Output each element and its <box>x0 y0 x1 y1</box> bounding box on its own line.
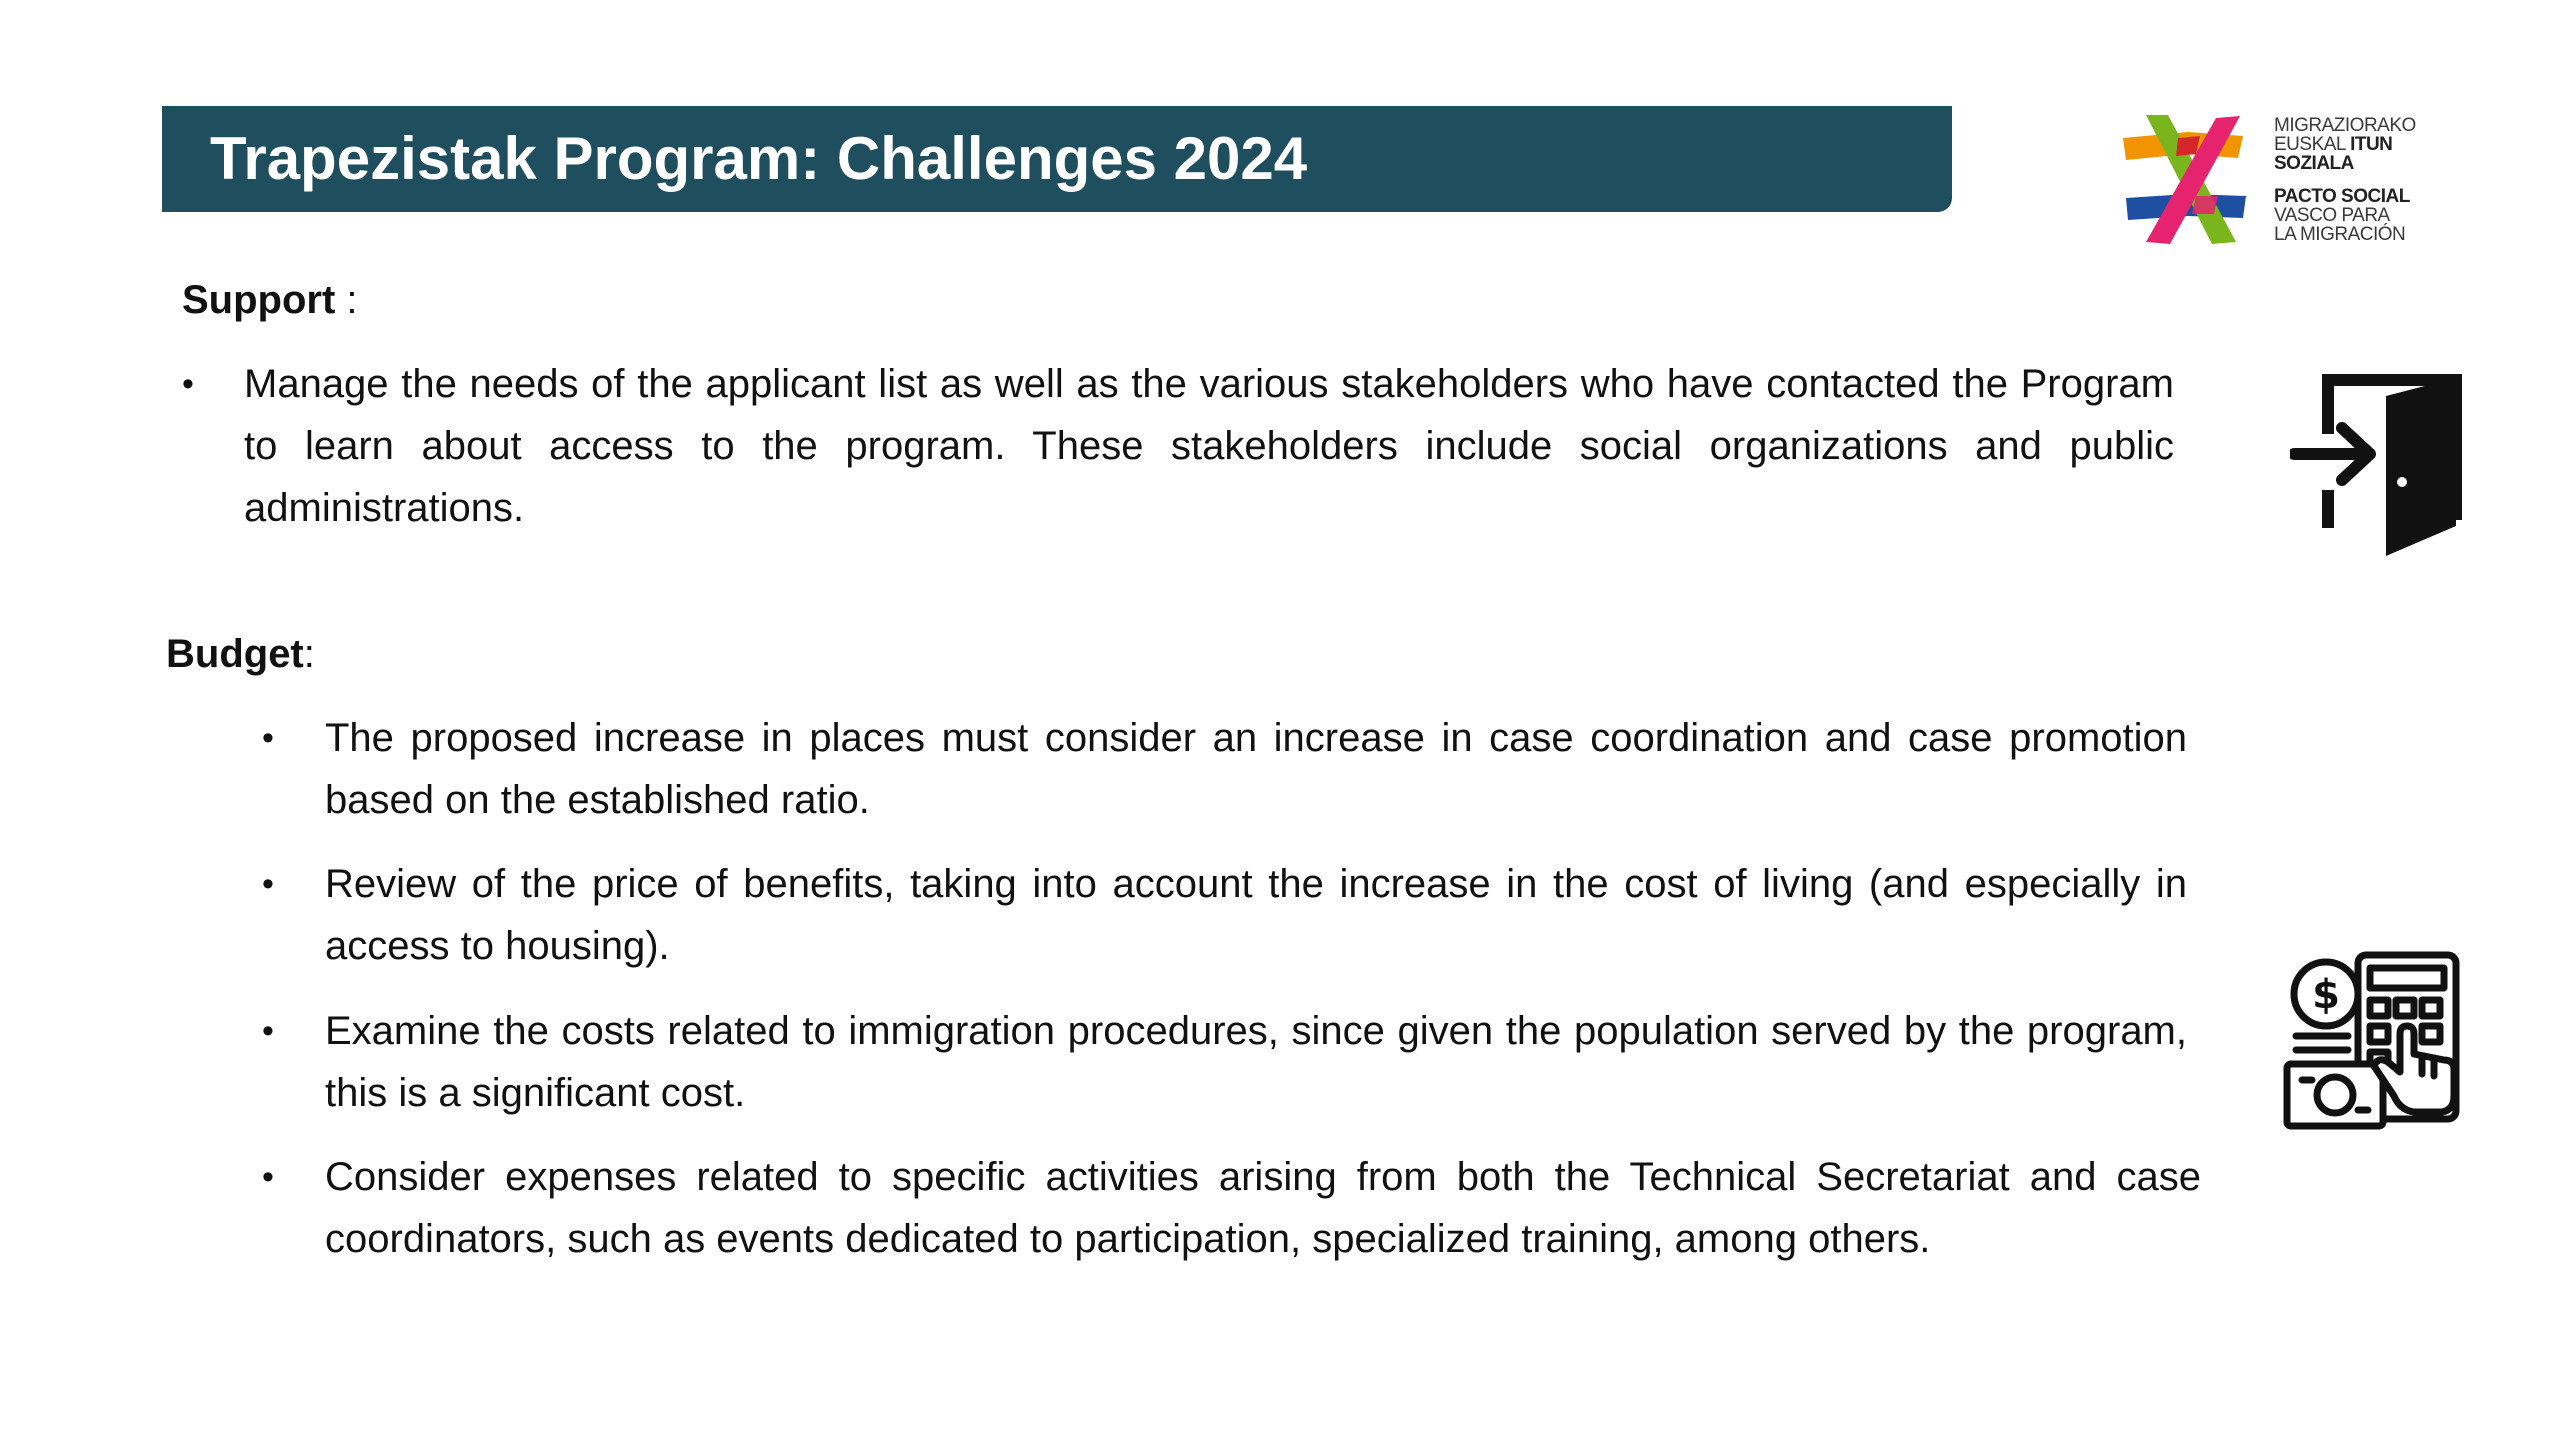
logo-line-3: SOZIALA <box>2274 153 2354 174</box>
logo-line-5: VASCO PARA <box>2274 205 2390 226</box>
door-enter-icon <box>2290 372 2466 558</box>
logo-line-4: PACTO SOCIAL <box>2274 186 2410 207</box>
budget-calculator-icon <box>2282 950 2462 1132</box>
bullet-marker: • <box>262 719 274 757</box>
logo-mark-icon <box>2118 110 2298 260</box>
logo-line-1: MIGRAZIORAKO <box>2274 115 2416 136</box>
logo-line-6: LA MIGRACIÓN <box>2274 224 2406 245</box>
budget-heading: Budget: <box>166 632 315 676</box>
bullet-marker: • <box>182 365 194 403</box>
logo <box>2118 110 2448 260</box>
budget-bullet-4: Consider expenses related to specific activities arising from both the Technical Secretariat and case coordinators, such as events dedicated to participation, specialized training, among others. <box>325 1155 2201 1261</box>
svg-text:$: $ <box>2312 972 2340 1018</box>
logo-wordmark <box>2274 116 2454 244</box>
budget-bullet-1: The proposed increase in places must consider an increase in case coordination and case promotion based on the established ratio. <box>325 716 2187 822</box>
support-bullet-1: Manage the needs of the applicant list as well as the various stakeholders who have contacted the Program to learn about access to the program. These stakeholders include social organizations and public administrations. <box>244 362 2174 530</box>
bullet-marker: • <box>262 1158 274 1196</box>
support-heading: Support : <box>182 278 358 322</box>
bullet-marker: • <box>262 865 274 903</box>
bullet-marker: • <box>262 1012 274 1050</box>
budget-bullet-2: Review of the price of benefits, taking into account the increase in the cost of living (and especially in access to housing). <box>325 862 2187 968</box>
page-title: Trapezistak Program: Challenges 2024 <box>210 125 1308 192</box>
budget-bullet-3: Examine the costs related to immigration procedures, since given the population served by the program, this is a significant cost. <box>325 1009 2187 1115</box>
logo-line-2: EUSKAL ITUN <box>2274 134 2393 155</box>
title-bar <box>162 106 1952 212</box>
